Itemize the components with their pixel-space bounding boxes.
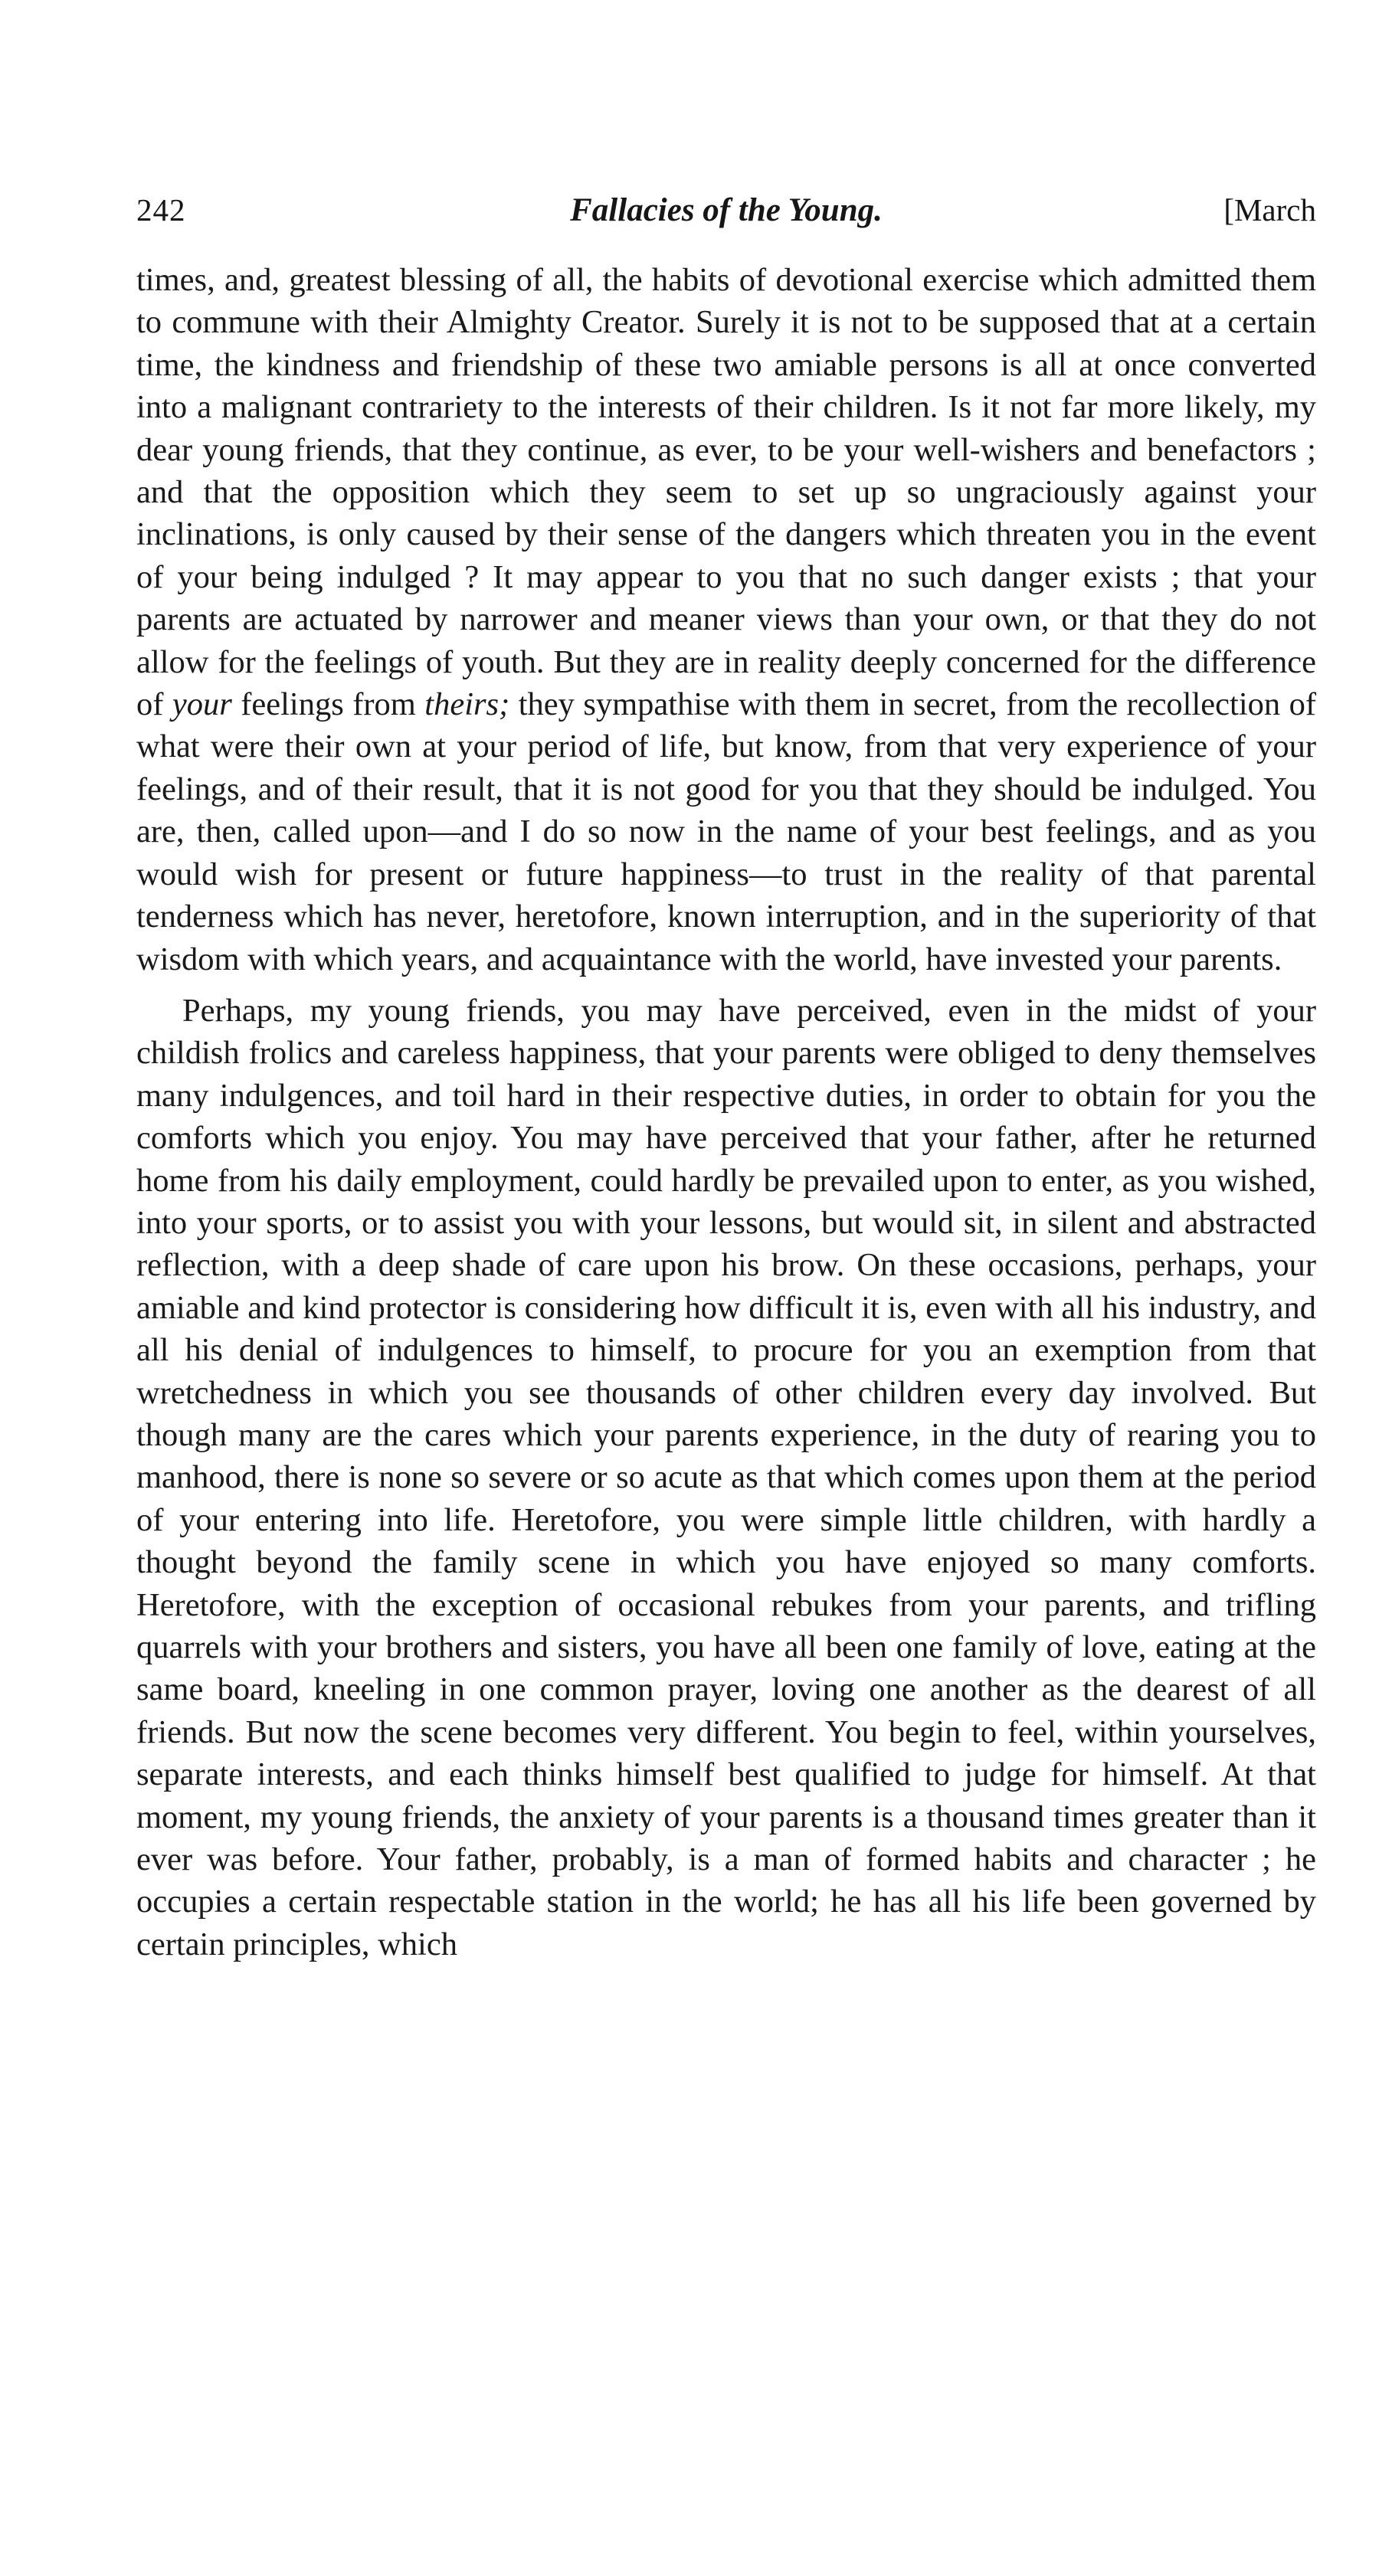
emphasis-your: your: [172, 686, 232, 723]
paragraph-1-text-1: times, and, greatest blessing of all, the habits of devotional exercise which admitted them to commune with their Almighty Creator. Surely it is not to be supposed that at a certain time, the kindness and friendship of these two amiable persons is all at once converted into a malignant contrariety to the interests of their children. Is it not far more likely, my dear young friends, that they continue, as ever, to be your well-wishers and benefactors ; and that the opposition which they seem to set up so ungraciously against your inclinations, is only caused by their sense of the dangers which threaten you in the event of your being indulged ? It may appear to you that no such danger exists ; that your parents are actuated by narrower and meaner views than your own, or that they do not allow for the feelings of youth. But they are in reality deeply concerned for the difference of: [136, 262, 1316, 723]
body-text: [136, 259, 1316, 1966]
running-month: [March: [1223, 192, 1316, 227]
paragraph-1: [136, 259, 1316, 980]
paragraph-2-text: Perhaps, my young friends, you may have perceived, even in the midst of your childish frolics and careless happiness, that your parents were obliged to deny themselves many indulgences, and toil hard in their respective duties, in order to obtain for you the comforts which you enjoy. You may have perceived that your father, after he returned home from his daily employment, could hardly be prevailed upon to enter, as you wished, into your sports, or to assist you with your lessons, but would sit, in silent and abstracted reflection, with a deep shade of care upon his brow. On these occasions, perhaps, your amiable and kind protector is considering how difficult it is, even with all his industry, and all his denial of indulgences to himself, to procure for you an exemption from that wretchedness in which you see thousands of other children every day involved. But though many are the cares which your parents experience, in the duty of rearing you to manhood, there is none so severe or so acute as that which comes upon them at the period of your entering into life. Heretofore, you were simple little children, with hardly a thought beyond the family scene in which you have enjoyed so many comforts. Heretofore, with the exception of occasional rebukes from your parents, and trifling quarrels with your brothers and sisters, you have all been one family of love, eating at the same board, kneeling in one common prayer, loving one another as the dearest of all friends. But now the scene becomes very different. You begin to feel, within yourselves, separate interests, and each thinks himself best qualified to judge for himself. At that moment, my young friends, the anxiety of your parents is a thousand times greater than it ever was before. Your father, probably, is a man of formed habits and character ; he occupies a certain respectable station in the world; he has all his life been governed by certain principles, which: [136, 992, 1316, 1962]
page-number: 242: [136, 192, 186, 227]
emphasis-theirs: theirs;: [424, 686, 510, 723]
paragraph-1-text-3: they sympathise with them in secret, from the recollection of what were their own at your period of life, but know, from that very experience of your feelings, and of their result, that it is not good for you that they should be indulged. You are, then, called upon—and I do so now in the name of your best feelings, and as you would wish for present or future happiness—to trust in the reality of that parental tenderness which has never, heretofore, known interruption, and in the superiority of that wisdom with which years, and acquaintance with the world, have invested your parents.: [136, 686, 1316, 977]
paragraph-1-text-2: feelings from: [231, 686, 425, 723]
running-title: Fallacies of the Young.: [570, 192, 883, 228]
paragraph-2: [136, 990, 1316, 1966]
running-head: [136, 191, 1316, 245]
